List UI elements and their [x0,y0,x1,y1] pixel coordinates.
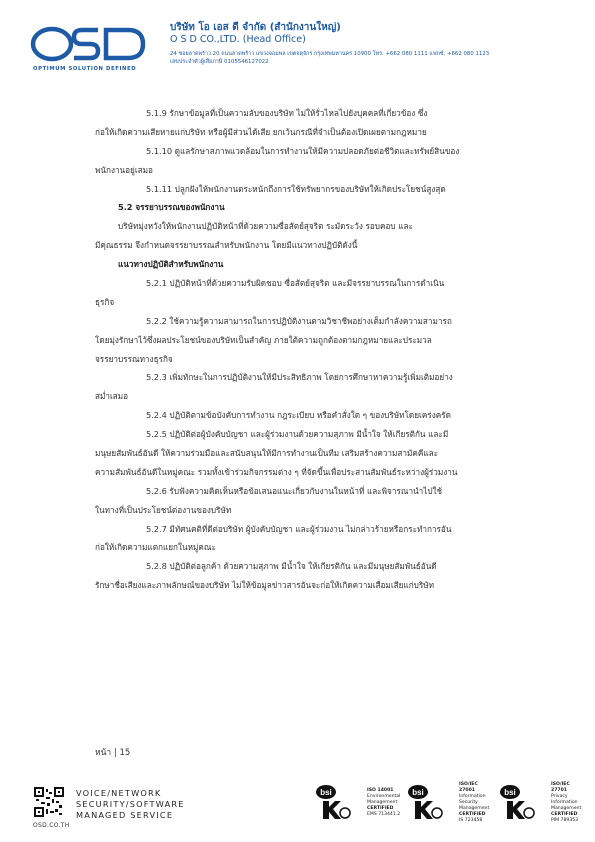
service-line: SECURITY/SOFTWARE [76,799,185,809]
cert-standard: ISO 14001 [367,788,394,793]
body-line: 5.2.3 เพิ่มทักษะในการปฏิบัติงานให้มีประสิทธิภาพ โดยการศึกษาหาความรู้เพิ่มเติมอย่าง [146,372,453,383]
website-label: OSD.CO.TH [33,822,70,829]
cert-iso27001 [407,782,490,824]
body-line: พนักงานอยู่เสมอ [95,164,153,175]
osd-logo [30,24,148,68]
body-line: 5.2.1 ปฏิบัติหน้าที่ด้วยความรับผิดชอบ ซื่อสัตย์สุจริต และมีจรรยาบรรณในการดำเนิน [146,278,445,289]
body-line: 5.2.2 ใช้ความรู้ความสามารถในการปฏิบัติงานตามวิชาชีพอย่างเต็มกำลังความสามารถ [146,315,452,326]
company-name-en: O S D CO.,LTD. (Head Office) [170,34,306,45]
body-line: ก่อให้เกิดความแตกแยกในหมู่คณะ [95,542,216,553]
page-number: หน้า | 15 [95,748,131,758]
body-line: ก่อให้เกิดความเสียหายแก่บริษัท หรือผู้มีส่วนได้เสีย ยกเว้นกรณีที่จำเป็นต้องเปิดเผยตามกฎหมาย [95,126,427,137]
cert-code: IS 723458 [459,818,483,823]
cert-desc: Environmental Management [367,794,401,805]
section-heading: 5.2 จรรยาบรรณของพนักงาน [118,202,225,213]
osd-logo-mark [30,24,148,64]
body-line: รักษาชื่อเสียงและภาพลักษณ์ของบริษัท ไม่ให้ข้อมูลข่าวสารอันจะก่อให้เกิดความเสื่อมเสียแก่บริษัท [95,580,435,591]
logo-tagline: OPTIMUM SOLUTION DEFINED [33,66,137,72]
body-line: 5.2.4 ปฏิบัติตามข้อบังคับการทำงาน กฎระเบียบ หรือคำสั่งใด ๆ ของบริษัทโดยเคร่งครัด [146,410,451,421]
cert-desc: Information Security Management [459,794,490,811]
body-line: จรรยาบรรณทางธุรกิจ [95,353,173,364]
body-line: สม่ำเสมอ [95,391,129,402]
bsi-kitemark-icon [499,783,547,823]
cert-standard: ISO/IEC 27001 [459,782,478,793]
body-line: 5.2.7 มีทัศนคติที่ดีต่อบริษัท ผู้บังคับบัญชา และผู้ร่วมงาน ไม่กล่าวร้ายหรือกระทำการอัน [146,523,452,534]
bsi-mark: bsi [412,788,424,797]
certification-badges [315,782,582,824]
section-heading: แนวทางปฏิบัติสำหรับพนักงาน [118,259,224,270]
body-line: โดยมุ่งรักษาไว้ซึ่งผลประโยชน์ของบริษัทเป็นสำคัญ ภายใต้ความถูกต้องตามกฎหมายและประมวล [95,334,432,345]
company-tax-id: เลขประจำตัวผู้เสียภาษี 0105546127022 [170,59,269,65]
company-name-th: บริษัท โอ เอส ดี จำกัด (สำนักงานใหญ่) [170,22,341,33]
body-line: มีคุณธรรม จึงกำหนดจรรยาบรรณสำหรับพนักงาน โดยมีแนวทางปฏิบัติดังนี้ [95,240,358,251]
cert-desc: Privacy Information Management [551,794,582,811]
body-line: มนุษยสัมพันธ์อันดี ให้ความร่วมมือและสนับสนุนให้มีการทำงานเป็นทีม เสริมสร้างความสามัคคีและ [95,448,439,459]
body-line: 5.2.8 ปฏิบัติต่อลูกค้า ด้วยความสุภาพ มีน้ำใจ ให้เกียรติกัน และมีมนุษยสัมพันธ์อันดี [146,561,437,572]
body-line: บริษัทมุ่งหวังให้พนักงานปฏิบัติหน้าที่ด้วยความซื่อสัตย์สุจริต ระมัดระวัง รอบคอบ และ [118,221,413,232]
cert-code: EMS 713441.2 [367,812,401,817]
body-line: ความสัมพันธ์อันดีในหมู่คณะ รวมทั้งเข้าร่วมกิจกรรมต่าง ๆ ที่จัดขึ้นเพื่อประสานสัมพันธ์ระหว่างผู้ร่วมงาน [95,466,458,477]
company-address: 24 ซอยลาดพร้าว 20 ถนนลาดพร้าว แขวงจอมพล เขตจตุจักร กรุงเทพมหานคร 10900 โทร. +662 080 1111 แฟกซ์. +662 080 1123 [170,51,490,57]
bsi-kitemark-icon [407,783,455,823]
cert-iso14001 [315,782,401,824]
bsi-kitemark-icon [315,783,363,823]
body-line: ธุรกิจ [95,296,115,307]
body-line: 5.2.5 ปฏิบัติต่อผู้บังคับบัญชา และผู้ร่วมงานด้วยความสุภาพ มีน้ำใจ ให้เกียรติกัน และมี [146,429,449,440]
bsi-mark: bsi [504,788,516,797]
qr-code-icon [34,787,64,821]
body-line: 5.1.10 ดูแลรักษาสภาพแวดล้อมในการทำงานให้มีความปลอดภัยต่อชีวิตและทรัพย์สินของ [146,145,460,156]
body-line: 5.1.9 รักษาข้อมูลที่เป็นความลับของบริษัท ไม่ให้รั่วไหลไปยังบุคคลที่เกี่ยวข้อง ซึ่ง [146,108,428,118]
service-line: MANAGED SERVICE [76,810,174,820]
body-line: 5.1.11 ปลูกฝังให้พนักงานตระหนักถึงการใช้ทรัพยากรของบริษัทให้เกิดประโยชน์สูงสุด [146,183,446,194]
cert-iso27701 [499,782,582,824]
company-header [170,22,489,66]
body-line: ในทางที่เป็นประโยชน์ต่องานของบริษัท [95,504,232,515]
cert-status: CERTIFIED [459,812,486,817]
service-list [76,788,185,821]
service-line: VOICE/NETWORK [76,788,162,798]
cert-code: PIM 789353 [551,818,579,823]
cert-standard: ISO/IEC 27701 [551,782,570,793]
document-body [95,104,527,595]
body-line: 5.2.6 รับฟังความคิดเห็นหรือข้อเสนอแนะเกี่ยวกับงานในหน้าที่ และพิจารณานำไปใช้ [146,485,443,496]
bsi-mark: bsi [320,788,332,797]
cert-status: CERTIFIED [367,806,394,811]
cert-status: CERTIFIED [551,812,578,817]
